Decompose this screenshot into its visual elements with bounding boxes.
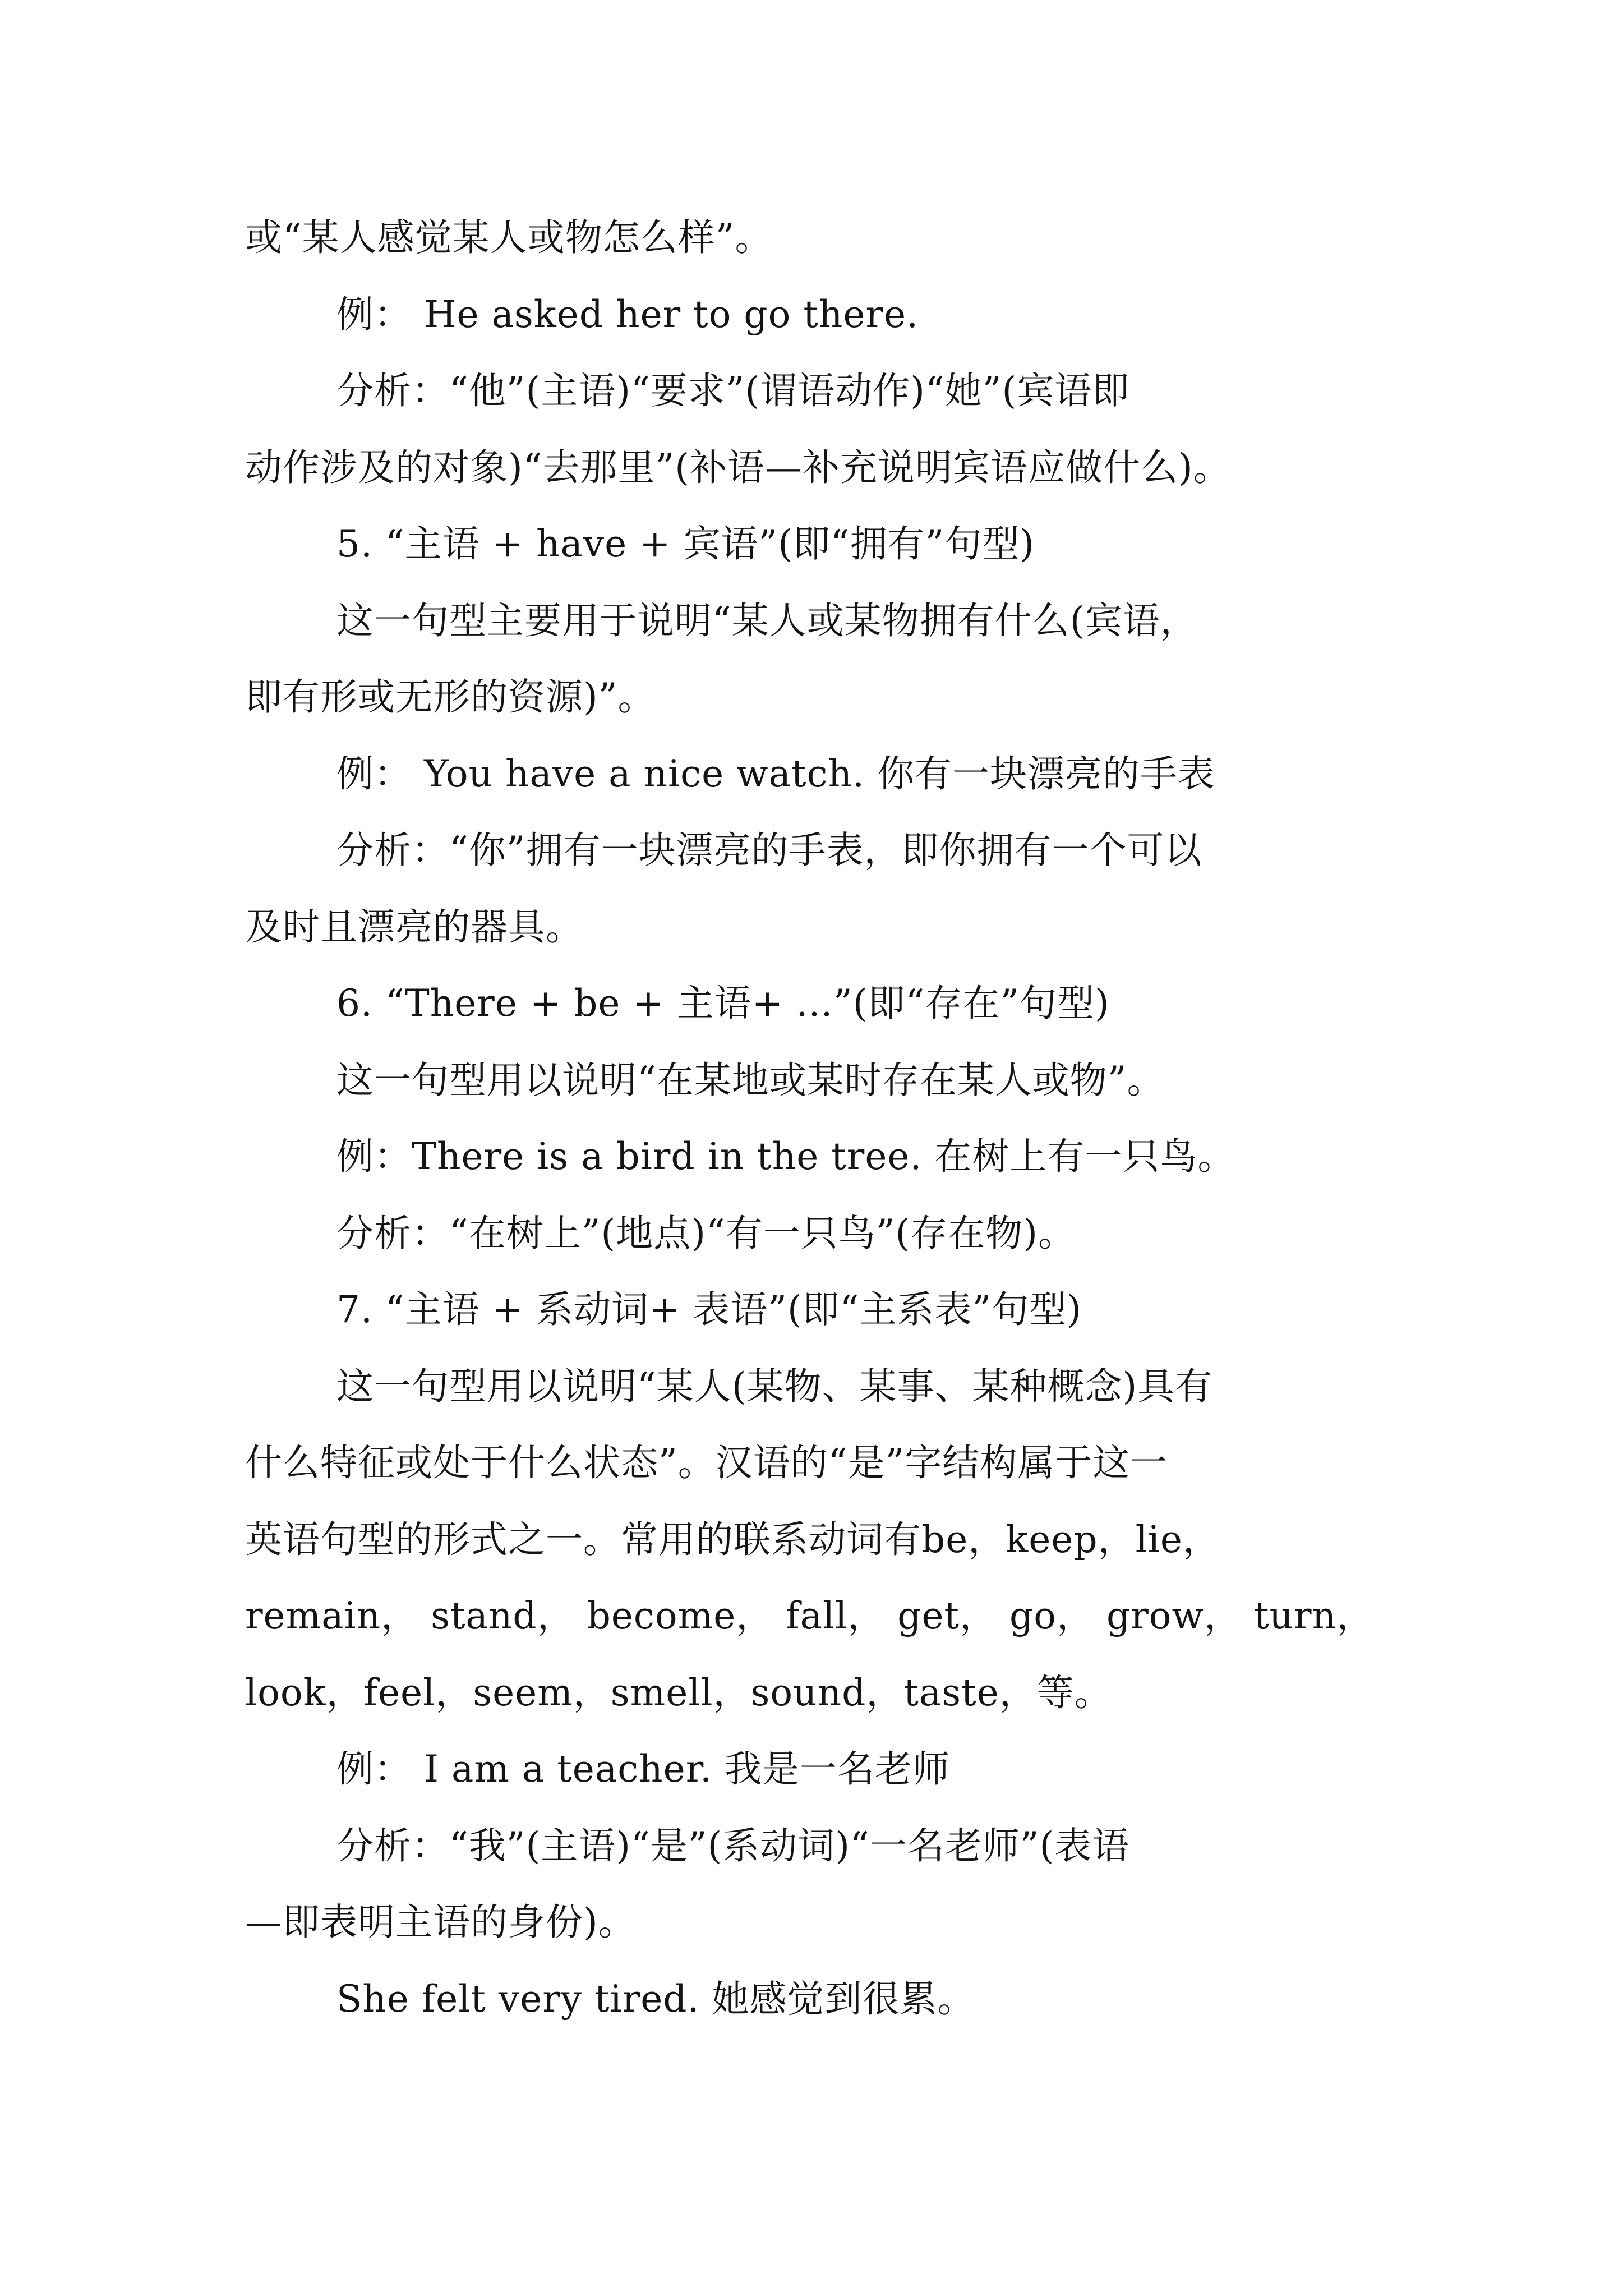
text-line: 这一句型用以说明“在某地或某时存在某人或物”。 [336,1058,1165,1102]
example-line: 例： He asked her to go there. [336,292,919,336]
example-line: 例： You have a nice watch. 你有一块漂亮的手表 [336,752,1215,795]
text-line: look，feel，seem，smell，sound，taste，等。 [245,1671,1112,1714]
text-line: 动作涉及的对象)“去那里”(补语—补充说明宾语应做什么)。 [245,445,1231,489]
text-line: remain， stand， become， fall， get， go， grow， turn， [245,1594,1375,1637]
text-line: 这一句型主要用于说明“某人或某物拥有什么(宾语， [336,599,1198,642]
text-line: 什么特征或处于什么状态”。汉语的“是”字结构属于这一 [245,1441,1168,1484]
analysis-line: 分析：“你”拥有一块漂亮的手表，即你拥有一个可以 [336,829,1202,872]
text-line: 这一句型用以说明“某人(某物、某事、某种概念)具有 [336,1364,1213,1408]
section-heading-7: 7. “主语 + 系动词+ 表语”(即“主系表”句型) [336,1288,1082,1331]
example-line: 例：There is a bird in the tree. 在树上有一只鸟。 [336,1135,1235,1178]
section-heading-5: 5. “主语 + have + 宾语”(即“拥有”句型) [336,522,1035,565]
text-line: 或“某人感觉某人或物怎么样”。 [245,216,773,259]
example-line: 例： I am a teacher. 我是一名老师 [336,1747,950,1791]
analysis-line: 分析：“他”(主语)“要求”(谓语动作)“她”(宾语即 [336,369,1130,412]
analysis-line: 分析：“我”(主语)“是”(系动词)“一名老师”(表语 [336,1824,1130,1867]
document-body [245,200,1384,2037]
text-line: —即表明主语的身份)。 [245,1901,636,1944]
text-line: 即有形或无形的资源)”。 [245,675,656,719]
analysis-line: 分析：“在树上”(地点)“有一只鸟”(存在物)。 [336,1211,1076,1255]
text-line: 及时且漂亮的器具。 [245,905,583,949]
section-heading-6: 6. “There + be + 主语+ …”(即“存在”句型) [336,982,1110,1025]
example-line: She felt very tired. 她感觉到很累。 [336,1977,975,2021]
text-line: 英语句型的形式之一。常用的联系动词有be，keep，lie， [245,1517,1220,1561]
